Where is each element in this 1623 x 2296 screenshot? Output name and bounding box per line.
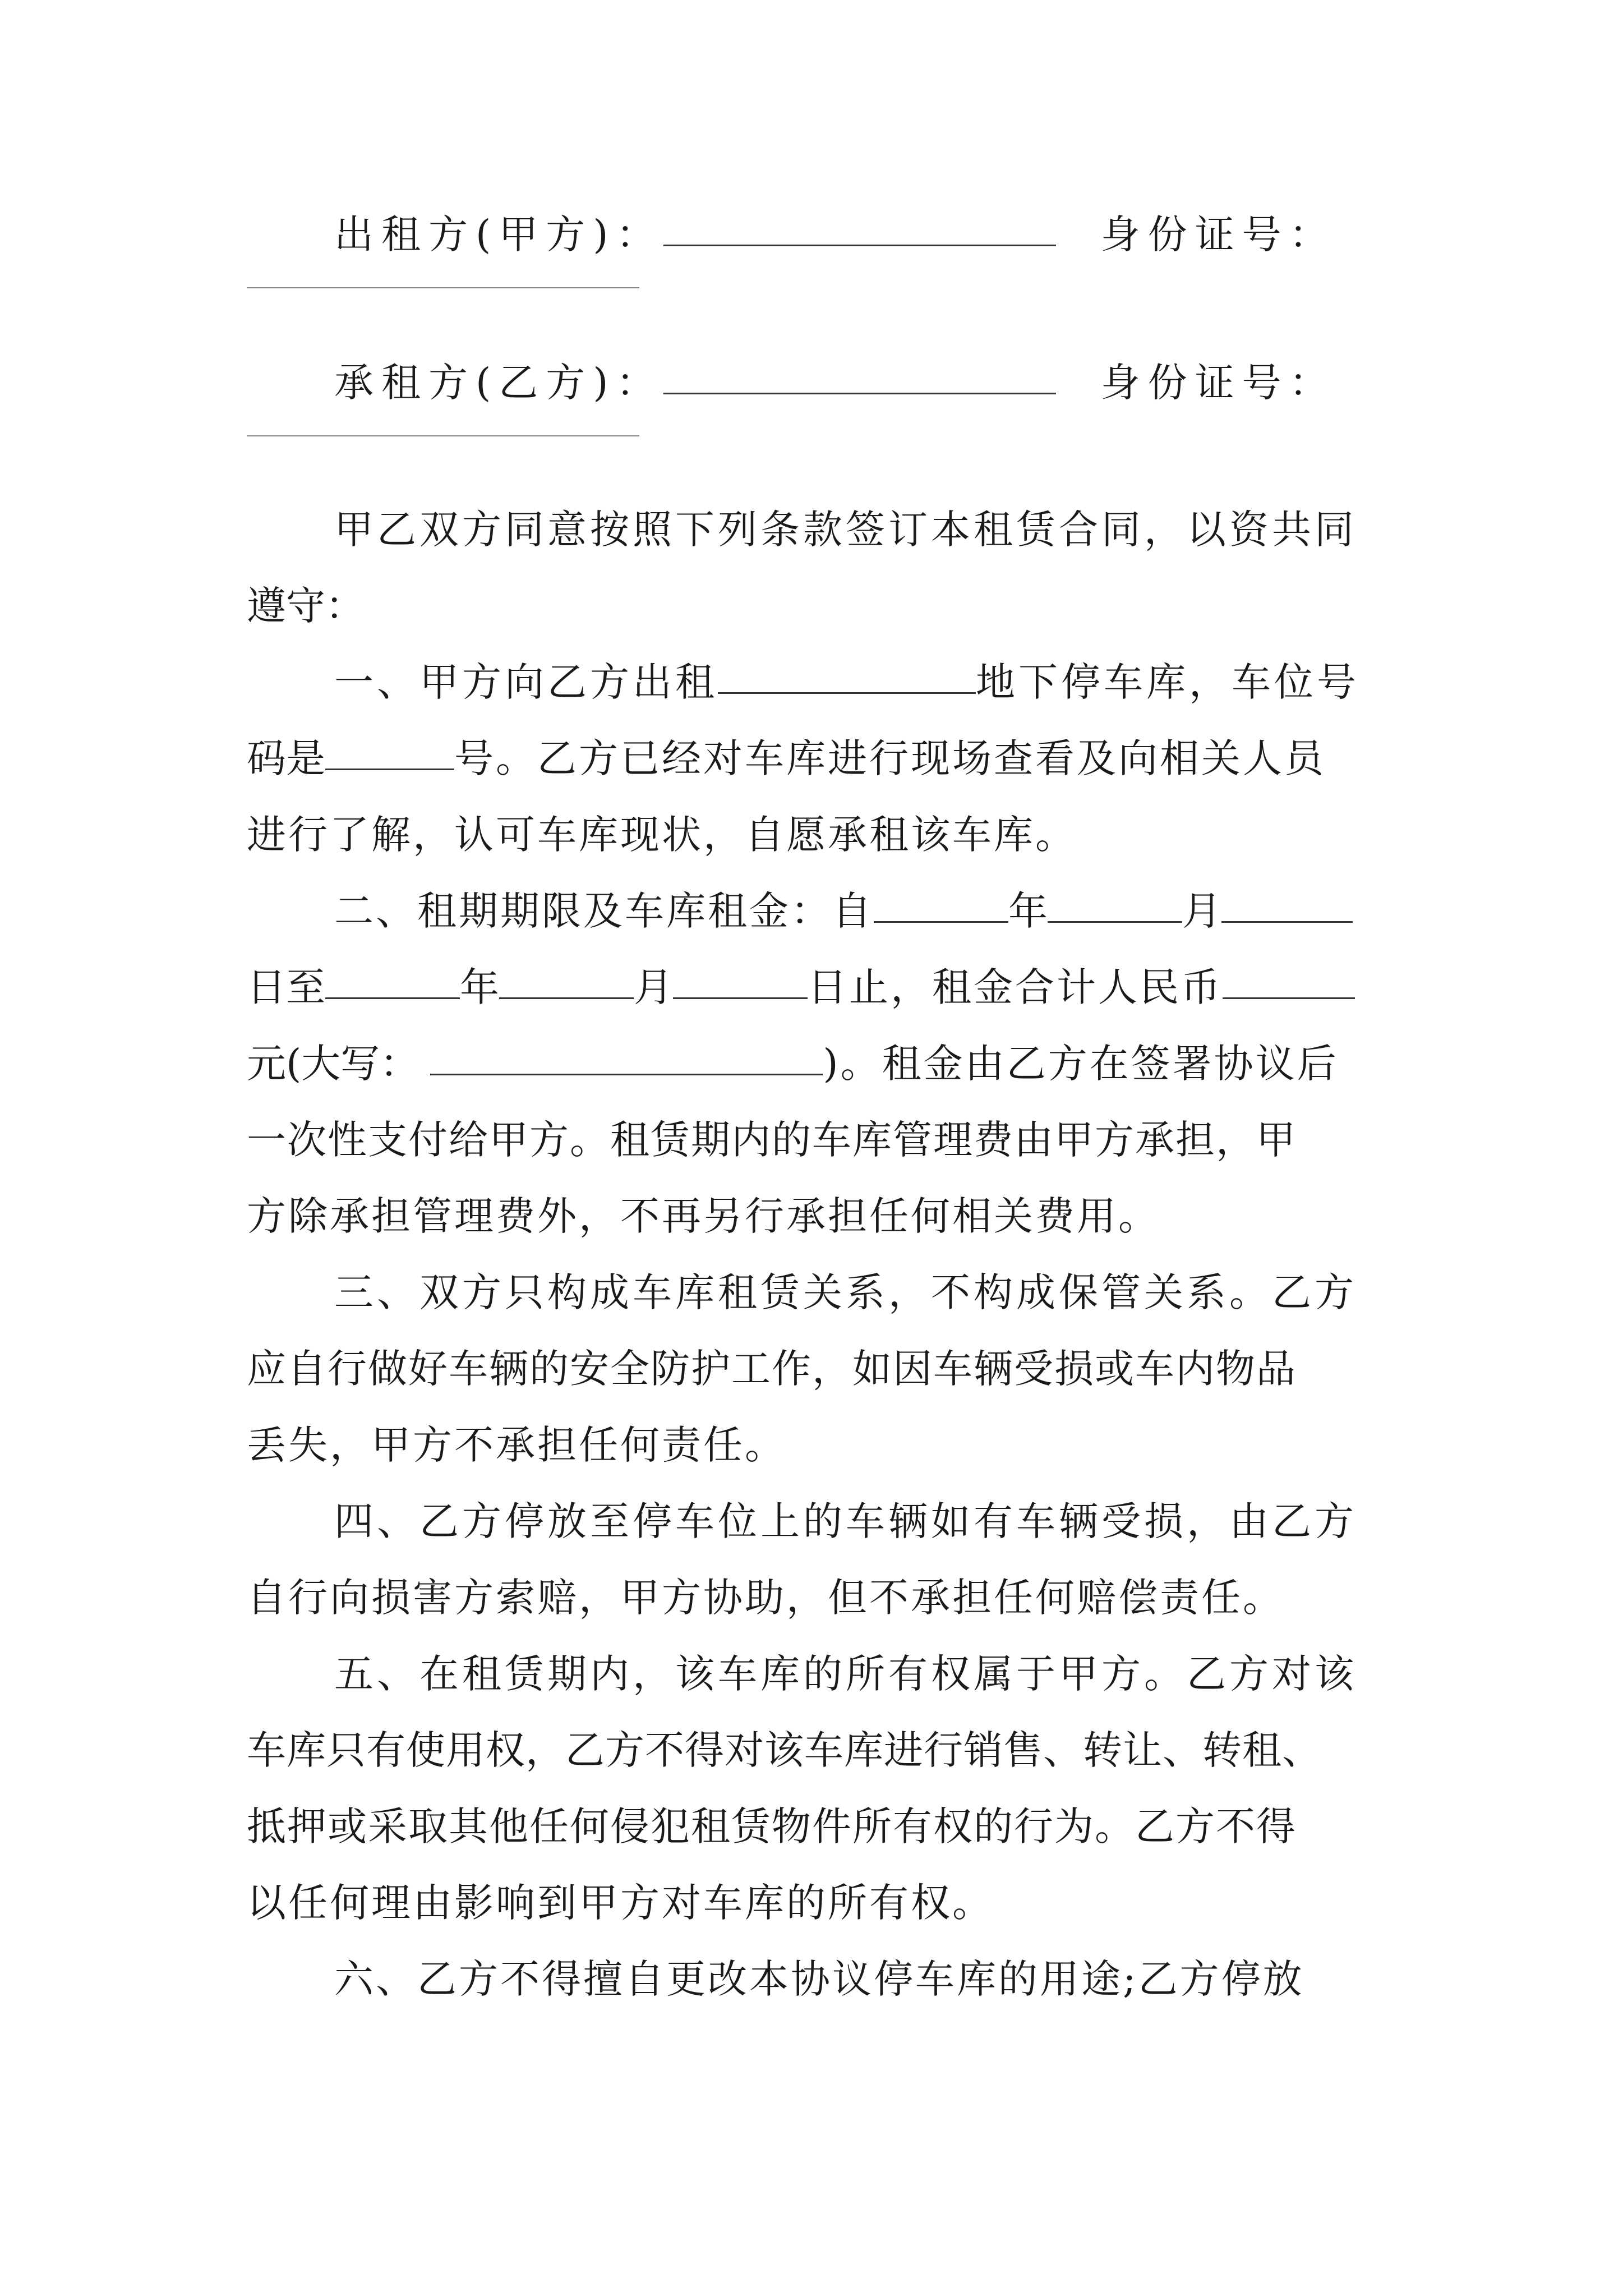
clause-1-line-1 — [247, 644, 1391, 720]
clause-5-line-4 — [247, 1865, 1391, 1941]
clause-2-line-1 — [247, 873, 1391, 949]
clause-1-text-e: 进行了解，认可车库现状，自愿承租该车库。 — [247, 812, 1077, 858]
clause-5-line-1 — [247, 1636, 1391, 1712]
clause-3-text-c: 丢失，甲方不承担任何责任。 — [247, 1422, 786, 1468]
clause-3-text-b: 应自行做好车辆的安全防护工作，如因车辆受损或车内物品 — [247, 1346, 1297, 1392]
clause-4-text-a: 四、乙方停放至停车位上的车辆如有车辆受损，由乙方 — [334, 1498, 1357, 1544]
end-month-label: 月 — [634, 964, 673, 1010]
clause-2-line-2 — [247, 949, 1391, 1025]
clause-3-text-a: 三、双方只构成车库租赁关系，不构成保管关系。乙方 — [334, 1269, 1357, 1315]
lessor-id-blank[interactable] — [247, 239, 639, 288]
clause-5-text-a: 五、在租赁期内，该车库的所有权属于甲方。乙方对该 — [334, 1651, 1357, 1697]
end-year-blank[interactable] — [325, 949, 460, 999]
intro-line-1 — [247, 491, 1391, 568]
clause-4-line-2 — [247, 1559, 1391, 1636]
clause-1-text-d: 号。乙方已经对车库进行现场查看及向相关人员 — [454, 735, 1326, 781]
clause-6-text-a: 六、乙方不得擅自更改本协议停车库的用途;乙方停放 — [334, 1956, 1304, 2002]
clause-2-line-5 — [247, 1178, 1391, 1254]
contract-body — [247, 196, 1391, 2017]
rent-total-label: 日止，租金合计人民币 — [808, 964, 1223, 1010]
clause-4-line-1 — [247, 1483, 1391, 1559]
clause-4-text-b: 自行向损害方索赔，甲方协助，但不承担任何赔偿责任。 — [247, 1575, 1284, 1621]
intro-text-2: 遵守： — [247, 583, 365, 629]
clause-3-line-2 — [247, 1331, 1391, 1407]
lessee-id-blank-line — [247, 421, 1391, 499]
rent-capital-blank[interactable] — [430, 1025, 823, 1075]
lessee-id-blank[interactable] — [247, 387, 639, 436]
clause-2-line-4 — [247, 1102, 1391, 1178]
end-day-to-label: 日至 — [247, 964, 325, 1010]
clause-5-line-3 — [247, 1788, 1391, 1865]
clause-2-text-c: 一次性支付给甲方。租赁期内的车库管理费由甲方承担，甲 — [247, 1117, 1297, 1163]
start-year-blank[interactable] — [874, 873, 1008, 923]
clause-6-line-1 — [247, 1941, 1391, 2017]
lessee-name-blank[interactable] — [663, 344, 1056, 394]
clause-1-text-c: 码是 — [247, 735, 325, 781]
lessor-label: 出租方(甲方)： — [334, 211, 663, 257]
start-day-blank[interactable] — [1221, 873, 1353, 923]
clause-5-text-d: 以任何理由影响到甲方对车库的所有权。 — [247, 1880, 994, 1926]
space-number-blank[interactable] — [325, 720, 454, 770]
lessor-name-blank[interactable] — [663, 196, 1056, 246]
clause-1-text-b: 地下停车库，车位号 — [976, 659, 1359, 705]
clause-5-line-2 — [247, 1712, 1391, 1788]
clause-1-line-2 — [247, 720, 1391, 797]
clause-2-text-close: )。租金由乙方在签署协议后 — [823, 1041, 1339, 1087]
intro-line-2 — [247, 568, 1391, 644]
end-year-label: 年 — [460, 964, 499, 1010]
rent-capital-label: 元(大写： — [247, 1041, 419, 1087]
rent-amount-blank[interactable] — [1223, 949, 1355, 999]
start-month-blank[interactable] — [1048, 873, 1182, 923]
clause-3-line-1 — [247, 1254, 1391, 1331]
clause-3-line-3 — [247, 1407, 1391, 1483]
clause-5-text-b: 车库只有使用权，乙方不得对该车库进行销售、转让、转租、 — [247, 1727, 1322, 1773]
clause-2-line-3 — [247, 1025, 1391, 1102]
clause-1-text-a: 一、甲方向乙方出租 — [334, 659, 718, 705]
end-day-blank[interactable] — [673, 949, 808, 999]
lessor-id-blank-line — [247, 273, 1391, 351]
start-month-label: 月 — [1182, 888, 1221, 934]
lessor-id-label: 身份证号： — [1100, 211, 1336, 257]
intro-text-1: 甲乙双方同意按照下列条款签订本租赁合同，以资共同 — [334, 507, 1357, 553]
clause-2-text-a: 二、租期期限及车库租金：自 — [334, 888, 874, 934]
end-month-blank[interactable] — [499, 949, 634, 999]
clause-2-text-d: 方除承担管理费外，不再另行承担任何相关费用。 — [247, 1193, 1160, 1239]
clause-5-text-c: 抵押或采取其他任何侵犯租赁物件所有权的行为。乙方不得 — [247, 1803, 1297, 1849]
lessee-id-label: 身份证号： — [1100, 360, 1336, 406]
start-year-label: 年 — [1008, 888, 1048, 934]
garage-location-blank[interactable] — [718, 644, 976, 694]
lessee-label: 承租方(乙方)： — [334, 360, 663, 406]
clause-1-line-3 — [247, 797, 1391, 873]
